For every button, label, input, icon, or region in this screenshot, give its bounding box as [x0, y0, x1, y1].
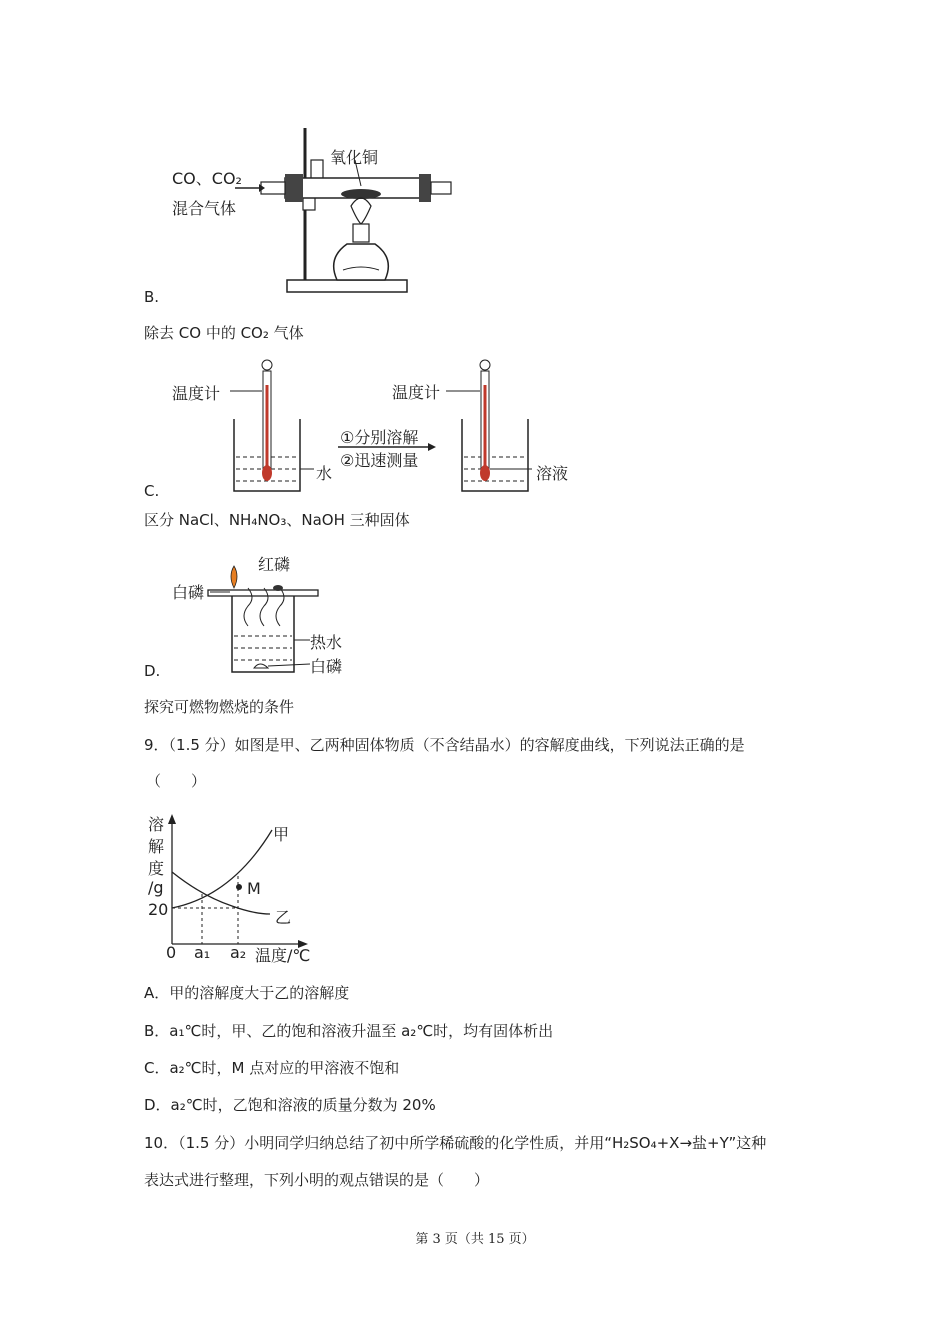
thermometer-label-right: 温度计 — [392, 383, 441, 402]
q9-stem-line1: 9．（1.5 分）如图是甲、乙两种固体物质（不含结晶水）的容解度曲线，下列说法正确的是 — [144, 736, 745, 754]
option-c-letter: C. — [144, 482, 160, 500]
origin-label: 0 — [166, 943, 177, 962]
series-yi-label: 乙 — [275, 908, 292, 927]
option-b-letter: B. — [144, 288, 160, 306]
gas-label-2: 混合气体 — [172, 199, 237, 218]
x-axis-label: 温度/℃ — [255, 946, 311, 965]
option-d-letter: D. — [144, 662, 161, 680]
gas-label-1: CO、CO₂ — [172, 169, 242, 188]
q10-stem-line2: 表达式进行整理，下列小明的观点错误的是（ ） — [144, 1171, 490, 1189]
water-label: 水 — [316, 464, 333, 483]
step1-label: ①分别溶解 — [340, 428, 419, 447]
page-footer: 第 3 页（共 15 页） — [415, 1232, 535, 1247]
thermometer-label-left: 温度计 — [172, 384, 221, 403]
q9-option-b: B．a₁℃时，甲、乙的饱和溶液升温至 a₂℃时，均有固体析出 — [144, 1022, 554, 1040]
option-c-caption: 区分 NaCl、NH₄NO₃、NaOH 三种固体 — [144, 511, 410, 529]
option-d-caption: 探究可燃物燃烧的条件 — [144, 698, 295, 716]
solution-label: 溶液 — [536, 464, 569, 483]
option-b-caption: 除去 CO 中的 CO₂ 气体 — [144, 324, 304, 342]
y-label-1: 溶 — [148, 815, 165, 834]
y-tick-20: 20 — [148, 900, 169, 919]
red-phosphorus-label: 红磷 — [258, 555, 291, 574]
step2-label: ②迅速测量 — [340, 451, 419, 470]
hot-water-label: 热水 — [310, 633, 343, 652]
q9-stem-line2: （ ） — [146, 772, 207, 790]
white-phosphorus-top-label: 白磷 — [172, 583, 205, 602]
point-m-marker — [236, 884, 242, 890]
white-phosphorus-bottom-label: 白磷 — [310, 657, 343, 676]
q9-option-d: D．a₂℃时，乙饱和溶液的质量分数为 20% — [144, 1096, 436, 1114]
q10-stem-line1: 10．（1.5 分）小明同学归纳总结了初中所学稀硫酸的化学性质，并用“H₂SO₄+X→盐+Y”这种 — [144, 1134, 767, 1152]
q9-option-a: A．甲的溶解度大于乙的溶解度 — [144, 984, 350, 1002]
x-tick-a2: a₂ — [230, 943, 247, 962]
series-jia-label: 甲 — [273, 825, 290, 844]
y-label-unit: /g — [148, 878, 164, 897]
y-label-3: 度 — [148, 859, 165, 878]
point-m-label: M — [247, 879, 261, 898]
copper-oxide-label: 氧化铜 — [330, 148, 379, 167]
y-label-2: 解 — [148, 837, 165, 856]
x-tick-a1: a₁ — [194, 943, 211, 962]
q9-option-c: C．a₂℃时，M 点对应的甲溶液不饱和 — [144, 1059, 400, 1077]
